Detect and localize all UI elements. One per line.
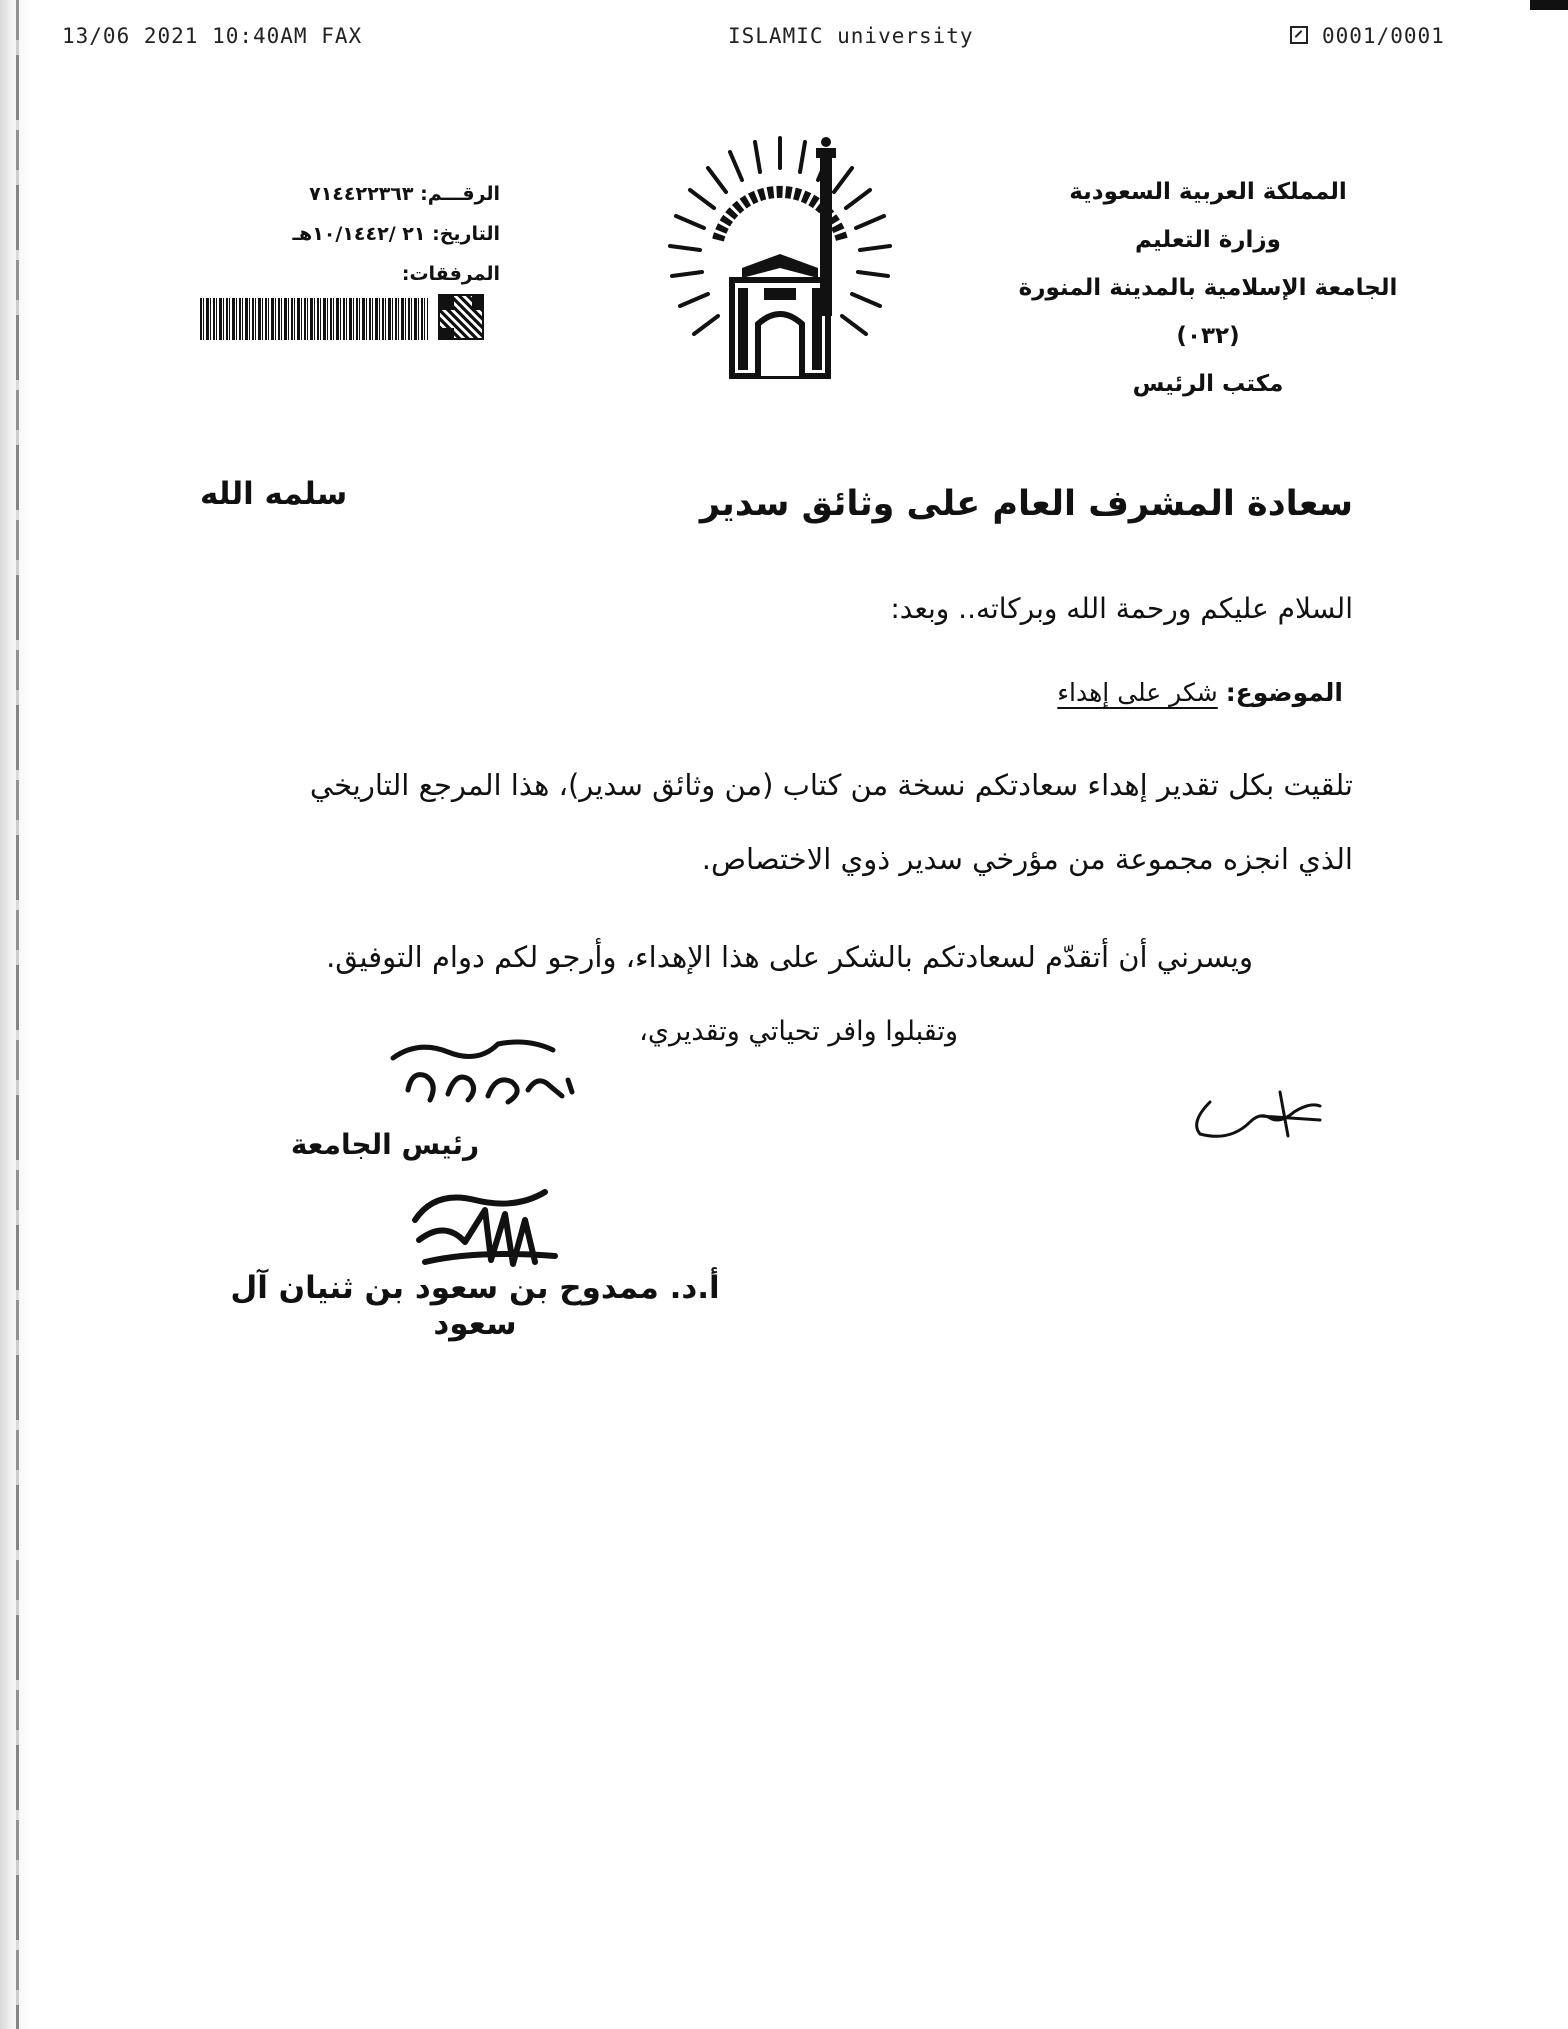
reference-date: التاريخ: ٢١ /١٠/١٤٤٢هـ bbox=[292, 223, 500, 245]
letterhead-ministry: وزارة التعليم bbox=[1135, 227, 1281, 253]
checkbox-icon bbox=[1290, 26, 1308, 44]
letterhead-university: الجامعة الإسلامية بالمدينة المنورة bbox=[1018, 275, 1398, 301]
corner-mark bbox=[1530, 0, 1568, 10]
letterhead-office: مكتب الرئيس bbox=[1132, 371, 1284, 397]
scan-shadow-line bbox=[16, 0, 19, 2029]
qr-code-icon bbox=[438, 294, 484, 340]
fax-sender: ISLAMIC university bbox=[728, 24, 974, 48]
subject-line bbox=[643, 678, 1343, 707]
subject-label: الموضوع: bbox=[1225, 678, 1343, 707]
signatory-name: أ.د. ممدوح بن سعود بن ثنيان آل سعود bbox=[230, 1270, 720, 1342]
body-paragraph-2: ويسرني أن أتقدّم لسعادتكم بالشكر على هذا الإهداء، وأرجو لكم دوام التوفيق. bbox=[326, 940, 1253, 974]
handwritten-greeting-signature bbox=[378, 1030, 588, 1115]
president-signature bbox=[395, 1180, 565, 1280]
reference-attachments: المرفقات: bbox=[401, 263, 500, 285]
reference-number: الرقـــم: ٧١٤٤٢٢٣٦٣ bbox=[309, 183, 500, 205]
body-paragraph-1-line-1: تلقيت بكل تقدير إهداء سعادتكم نسخة من كتاب (من وثائق سدير)، هذا المرجع التاريخي bbox=[309, 768, 1353, 802]
addressee-title: سعادة المشرف العام على وثائق سدير bbox=[699, 484, 1353, 524]
fax-datetime: 13/06 2021 10:40AM FAX bbox=[62, 24, 363, 48]
university-emblem-icon bbox=[660, 128, 900, 388]
body-paragraph-1 bbox=[153, 748, 1353, 896]
fax-page-count: 0001/0001 bbox=[1322, 24, 1445, 48]
closing-line: وتقبلوا وافر تحياتي وتقديري، bbox=[639, 1016, 958, 1047]
signatory-title: رئيس الجامعة bbox=[290, 1128, 480, 1161]
scan-edge bbox=[0, 0, 30, 2029]
greeting: السلام عليكم ورحمة الله وبركاته.. وبعد: bbox=[890, 592, 1353, 625]
letterhead-country: المملكة العربية السعودية bbox=[1069, 179, 1347, 205]
barcode-icon bbox=[200, 298, 428, 340]
addressee-blessing: سلمه الله bbox=[200, 476, 348, 512]
fax-page-count-group bbox=[1290, 24, 1445, 48]
letterhead-code: (٠٣٢) bbox=[1176, 323, 1240, 349]
initial-signature bbox=[1170, 1072, 1340, 1152]
body-paragraph-1-line-2: الذي انجزه مجموعة من مؤرخي سدير ذوي الاختصاص. bbox=[701, 842, 1353, 876]
letterhead-right bbox=[998, 168, 1418, 408]
subject-value: شكر على إهداء bbox=[1057, 678, 1218, 707]
letterhead-left bbox=[190, 174, 500, 294]
